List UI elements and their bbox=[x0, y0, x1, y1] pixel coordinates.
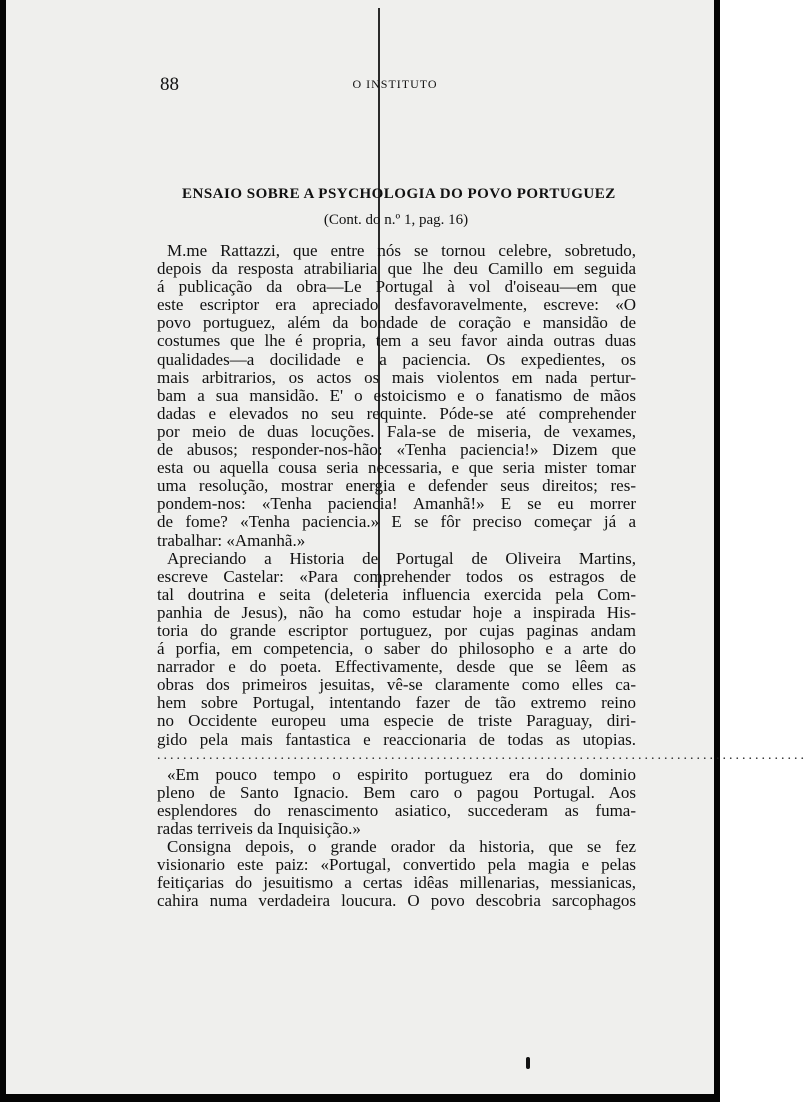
ink-speck bbox=[526, 1057, 530, 1069]
text-line: cahira numa verdadeira loucura. O povo descobria sarcophagos bbox=[157, 891, 636, 911]
text-line: gido pela mais fantastica e reaccionaria de todas as utopias. bbox=[157, 729, 636, 749]
text-line: pondem-nos: «Tenha paciencia! Amanhã!» E se eu morrer bbox=[157, 494, 636, 514]
text-line: escreve Castelar: «Para comprehender todos os estragos de bbox=[157, 566, 636, 586]
text-line: pleno de Santo Ignacio. Bem caro o pagou Portugal. Aos bbox=[157, 782, 636, 802]
text-line: panhia de Jesus), não ha como estudar hoje a inspirada His- bbox=[157, 602, 636, 622]
text-line: mais arbitrarios, os actos os mais violentos em nada pertur- bbox=[157, 367, 636, 387]
running-head bbox=[160, 74, 630, 96]
text-line: por meio de duas locuções. Fala-se de miseria, de vexames, bbox=[157, 421, 636, 441]
text-line: dadas e elevados no seu requinte. Póde-se até comprehender bbox=[157, 403, 636, 423]
text-line: á publicação da obra—Le Portugal à vol d'oiseau—em que bbox=[157, 277, 636, 297]
continuation-note: (Cont. do n.º 1, pag. 16) bbox=[323, 212, 469, 228]
text-line: este escriptor era apreciado desfavoravelmente, escreve: «O bbox=[157, 295, 636, 315]
text-line: á porfia, em competencia, o saber do philosopho e a arte do bbox=[157, 639, 636, 659]
text-line: feitiçarias do jesuitismo a certas idêas millenarias, messianicas, bbox=[157, 873, 636, 893]
text-line: toria do grande escriptor portuguez, por cujas paginas andam bbox=[157, 620, 636, 640]
text-line: Consigna depois, o grande orador da historia, que se fez bbox=[167, 837, 636, 856]
text-line: trabalhar: «Amanhã.» bbox=[157, 530, 306, 550]
text-line: visionario este paiz: «Portugal, convertido pela magia e pelas bbox=[157, 855, 636, 875]
article-title: ENSAIO SOBRE A PSYCHOLOGIA DO POVO PORTUGUEZ bbox=[182, 186, 616, 202]
text-line: no Occidente europeu uma especie de triste Paraguay, diri- bbox=[157, 711, 636, 731]
running-title: O INSTITUTO bbox=[352, 77, 438, 91]
ellipsis-row: .................................................................................................... bbox=[157, 747, 807, 763]
text-line: de abusos; responder-nos-hão: «Tenha paciencia!» Dizem que bbox=[157, 440, 636, 460]
body-text bbox=[157, 241, 807, 911]
text-line: obras dos primeiros jesuitas, vê-se claramente como elles ca- bbox=[157, 675, 636, 695]
text-line: M.me Rattazzi, que entre nós se tornou celebre, sobretudo, bbox=[167, 241, 636, 260]
text-line: esta ou aquella cousa seria necessaria, e que seria mister tomar bbox=[157, 458, 636, 478]
text-line: costumes que lhe é propria, tem a seu favor ainda outras duas bbox=[157, 331, 636, 351]
text-line: qualidades—a docilidade e a paciencia. Os expedientes, os bbox=[157, 349, 636, 369]
text-line: bam a sua mansidão. E' o estoicismo e o fanatismo de mãos bbox=[157, 385, 636, 405]
text-line: Apreciando a Historia de Portugal de Oliveira Martins, bbox=[167, 548, 636, 568]
text-line: narrador e do poeta. Effectivamente, desde que se lêem as bbox=[157, 657, 636, 677]
text-line: tal doutrina e seita (deleteria influencia exercida pela Com- bbox=[157, 584, 636, 604]
text-line: esplendores do renascimento asiatico, succederam as fuma- bbox=[157, 800, 636, 820]
text-line: «Em pouco tempo o espirito portuguez era do dominio bbox=[167, 764, 636, 784]
page-area bbox=[12, 0, 807, 1094]
text-line: de fome? «Tenha paciencia.» E se fôr preciso começar já a bbox=[157, 512, 636, 532]
text-line: uma resolução, mostrar energia e defender seus direitos; res- bbox=[157, 476, 636, 496]
page-number: 88 bbox=[160, 74, 179, 95]
text-line: depois da resposta atrabiliaria que lhe deu Camillo em seguida bbox=[157, 259, 636, 279]
text-line: povo portuguez, além da bondade de coração e mansidão de bbox=[157, 313, 636, 333]
text-line: hem sobre Portugal, intentando fazer de tão extremo reino bbox=[157, 693, 636, 713]
text-line: radas terriveis da Inquisição.» bbox=[157, 818, 361, 838]
